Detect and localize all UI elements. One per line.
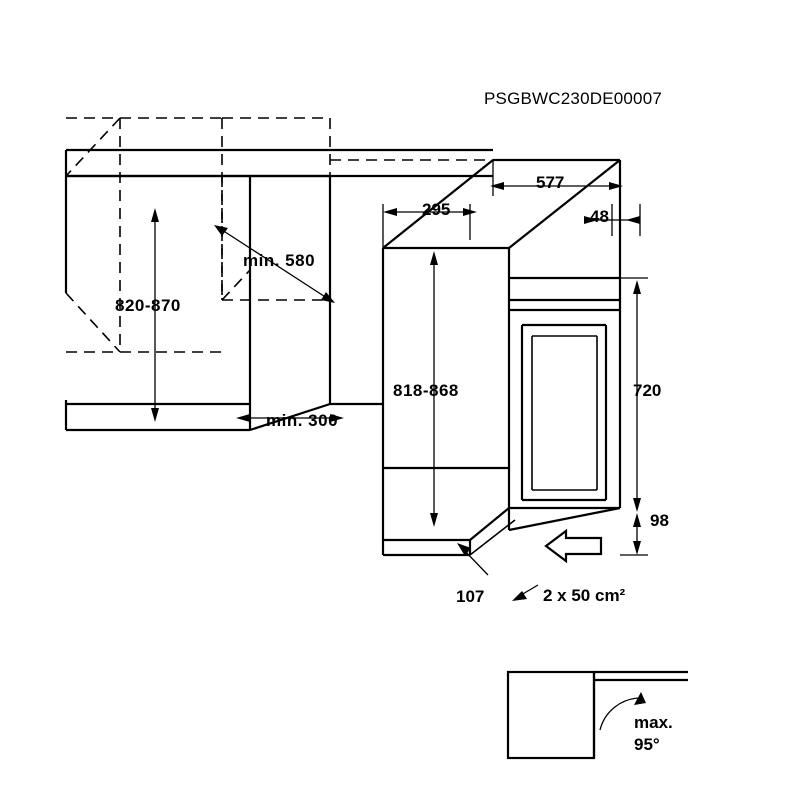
door-angle-value: 95° [634, 735, 660, 754]
dimension-top-offset: 295 [422, 200, 451, 219]
dimension-hinge-offset: 48 [590, 207, 609, 226]
dimension-ventilation: 2 x 50 cm² [543, 586, 626, 605]
dimension-door-height: 720 [633, 381, 662, 400]
dimension-plinth-depth: 107 [456, 587, 485, 606]
airflow-arrow-icon [546, 531, 601, 561]
dimension-niche-depth-min: min. 300 [266, 411, 339, 430]
door-angle-label: max. [634, 713, 673, 732]
dimension-niche-height: 820-870 [115, 296, 181, 315]
dimension-appliance-height: 818-868 [393, 381, 459, 400]
dimension-appliance-depth: 577 [536, 173, 565, 192]
dimension-door-width-min: min. 580 [243, 251, 316, 270]
dimension-plinth-height: 98 [650, 511, 669, 530]
drawing-code: PSGBWC230DE00007 [484, 89, 663, 108]
